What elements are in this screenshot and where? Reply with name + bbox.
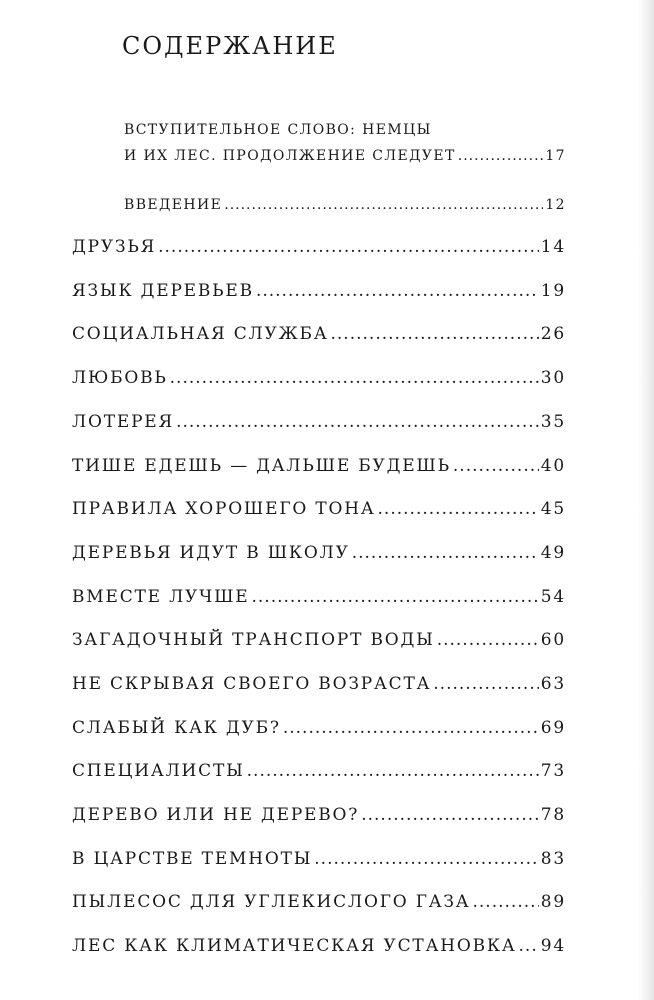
toc-entry-label: ДЕРЕВЬЯ ИДУТ В ШКОЛУ [72, 543, 350, 563]
toc-dot-leader [453, 453, 539, 479]
toc-entry[interactable] [72, 321, 566, 347]
toc-dot-leader [247, 758, 539, 784]
toc-dot-leader [331, 321, 539, 347]
toc-dot-leader [378, 496, 539, 522]
toc-entry-page: 78 [540, 805, 566, 825]
toc-dot-leader [458, 145, 544, 167]
toc-dot-leader [158, 234, 539, 260]
toc-entry[interactable] [72, 278, 566, 304]
toc-dot-leader [473, 889, 539, 915]
toc-dot-leader [433, 671, 538, 697]
toc-dot-leader [176, 409, 539, 435]
toc-entry[interactable] [72, 584, 566, 610]
toc-entry-label: ПЫЛЕСОС ДЛЯ УГЛЕКИСЛОГО ГАЗА [72, 892, 471, 912]
toc-entry-label: ДЕРЕВО ИЛИ НЕ ДЕРЕВО? [72, 805, 360, 825]
toc-entry-page: 17 [545, 148, 566, 164]
toc-entry[interactable] [72, 234, 566, 260]
toc-entry-page: 94 [540, 936, 566, 956]
toc-entry-label: ПРАВИЛА ХОРОШЕГО ТОНА [72, 499, 376, 519]
toc-entry-page: 89 [540, 892, 566, 912]
toc-entry-label: СОЦИАЛЬНАЯ СЛУЖБА [72, 324, 329, 344]
toc-entry-page: 19 [540, 281, 566, 301]
toc-dot-leader [437, 627, 539, 653]
toc-entry-label: СЛАБЫЙ КАК ДУБ? [72, 718, 281, 738]
toc-dot-leader [314, 846, 538, 872]
toc-entry[interactable] [72, 758, 566, 784]
toc-dot-leader [170, 365, 539, 391]
toc-dot-leader [256, 278, 539, 304]
toc-dot-leader [283, 715, 539, 741]
toc-dot-leader [519, 933, 539, 959]
toc-dot-leader [252, 584, 539, 610]
toc-entry-label: ДРУЗЬЯ [72, 237, 157, 257]
toc-entry-page: 45 [540, 499, 566, 519]
toc-entry[interactable] [72, 409, 566, 435]
toc-entry-page: 83 [540, 849, 566, 869]
toc-entry-label: НЕ СКРЫВАЯ СВОЕГО ВОЗРАСТА [72, 674, 432, 694]
toc-entry-page: 26 [540, 324, 566, 344]
toc-dot-leader [361, 802, 539, 828]
toc-entry-label: ЛЕС КАК КЛИМАТИЧЕСКАЯ УСТАНОВКА [72, 936, 517, 956]
toc-entry-intro[interactable] [124, 145, 566, 167]
toc-entry[interactable] [72, 627, 566, 653]
toc-dot-leader [224, 194, 543, 216]
toc-entry-label: ВМЕСТЕ ЛУЧШЕ [72, 587, 250, 607]
toc-entry-page: 49 [540, 543, 566, 563]
toc-entry-page: 14 [540, 237, 566, 257]
toc-entry-page: 40 [540, 456, 566, 476]
toc-entry-label: ТИШЕ ЕДЕШЬ — ДАЛЬШЕ БУДЕШЬ [72, 456, 451, 476]
toc-entry-page: 30 [540, 368, 566, 388]
toc-entry[interactable] [72, 715, 566, 741]
toc-entry-page: 35 [540, 412, 566, 432]
toc-entry-label: В ЦАРСТВЕ ТЕМНОТЫ [72, 849, 313, 869]
toc-entry-label: ЗАГАДОЧНЫЙ ТРАНСПОРТ ВОДЫ [72, 630, 435, 650]
page-edge-shadow [638, 0, 654, 1000]
toc-entry-introduction[interactable] [124, 194, 566, 216]
toc-entry[interactable] [72, 671, 566, 697]
toc-entry[interactable] [72, 802, 566, 828]
toc-entry-page: 54 [540, 587, 566, 607]
toc-entry-label: ВВЕДЕНИЕ [124, 197, 223, 213]
toc-entry-page: 69 [540, 718, 566, 738]
toc-entry[interactable] [72, 846, 566, 872]
toc-entry-label: И ИХ ЛЕС. ПРОДОЛЖЕНИЕ СЛЕДУЕТ [124, 148, 456, 164]
toc-entry[interactable] [72, 933, 566, 959]
toc-entry-page: 63 [540, 674, 566, 694]
page-title: СОДЕРЖАНИЕ [122, 32, 338, 60]
toc-entry-page: 73 [540, 761, 566, 781]
toc-dot-leader [352, 540, 539, 566]
toc-entry-page: 60 [540, 630, 566, 650]
toc-intro-line1: ВСТУПИТЕЛЬНОЕ СЛОВО: НЕМЦЫ [124, 122, 432, 138]
toc-entry-label: ЛЮБОВЬ [72, 368, 168, 388]
toc-entry[interactable] [72, 365, 566, 391]
toc-entry[interactable] [72, 453, 566, 479]
toc-entry-label: СПЕЦИАЛИСТЫ [72, 761, 245, 781]
toc-entry[interactable] [72, 540, 566, 566]
toc-entry[interactable] [72, 496, 566, 522]
toc-entry-label: ЯЗЫК ДЕРЕВЬЕВ [72, 281, 254, 301]
toc-entry-page: 12 [545, 197, 566, 213]
toc-entry-label: ЛОТЕРЕЯ [72, 412, 175, 432]
toc-entry[interactable] [72, 889, 566, 915]
